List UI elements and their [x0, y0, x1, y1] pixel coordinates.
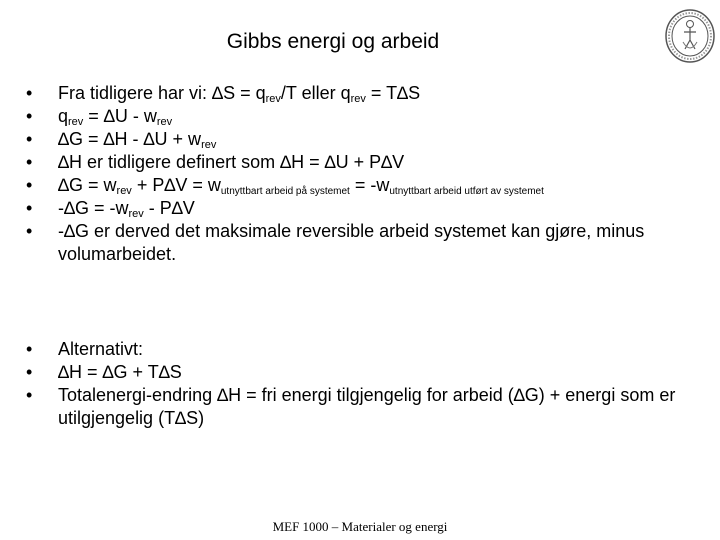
university-seal-icon: [664, 8, 716, 64]
bullet-item: • $\Delta G = \Delta H - \Delta U + w_{rev}$: [26, 129, 217, 151]
bullet-item: • ∆H er tidligere definert som ∆H = ∆U + P∆V: [26, 152, 405, 172]
slide-footer: MEF 1000 – Materialer og energi: [272, 519, 448, 534]
bullet-item: • Fra tidligere har vi: $\Delta S = q_{rev}/T$ eller $q_{rev} = T\Delta S$: [26, 83, 421, 105]
bullet-item: • Totalenergi-endring ∆H = fri energi tilgjengelig for arbeid (∆G) + energi som er utilgjengelig (T∆S): [26, 385, 676, 428]
bullet-marker: •: [26, 198, 33, 218]
bullet-list-alternative: [26, 338, 716, 430]
bullet-marker: •: [26, 129, 33, 149]
bullet-list-main: [26, 82, 716, 266]
bullet-item: • $-\Delta G = -w_{rev} - P\Delta V$: [26, 198, 195, 220]
bullet-marker: •: [26, 339, 33, 359]
bullet-marker: •: [26, 83, 33, 103]
bullet-marker: •: [26, 152, 33, 172]
bullet-marker: •: [26, 175, 33, 195]
bullet-item: • $q_{rev} = \Delta U - w_{rev}$: [26, 106, 173, 128]
bullet-item: • $\Delta G = w_{rev} + P\Delta V = w_{utnyttbart arbeid på systemet} = -w_{utnyttbart arbeid utført av systemet}$: [26, 175, 544, 197]
slide-title: Gibbs energi og arbeid: [226, 30, 440, 53]
bullet-item: • Alternativt:: [26, 339, 144, 359]
bullet-marker: •: [26, 385, 33, 405]
bullet-item: • ∆H = ∆G + T∆S: [26, 362, 182, 382]
bullet-marker: •: [26, 362, 33, 382]
bullet-marker: •: [26, 221, 33, 241]
bullet-marker: •: [26, 106, 33, 126]
bullet-item: • -∆G er derved det maksimale reversible arbeid systemet kan gjøre, minus volumarbeidet.: [26, 221, 645, 264]
